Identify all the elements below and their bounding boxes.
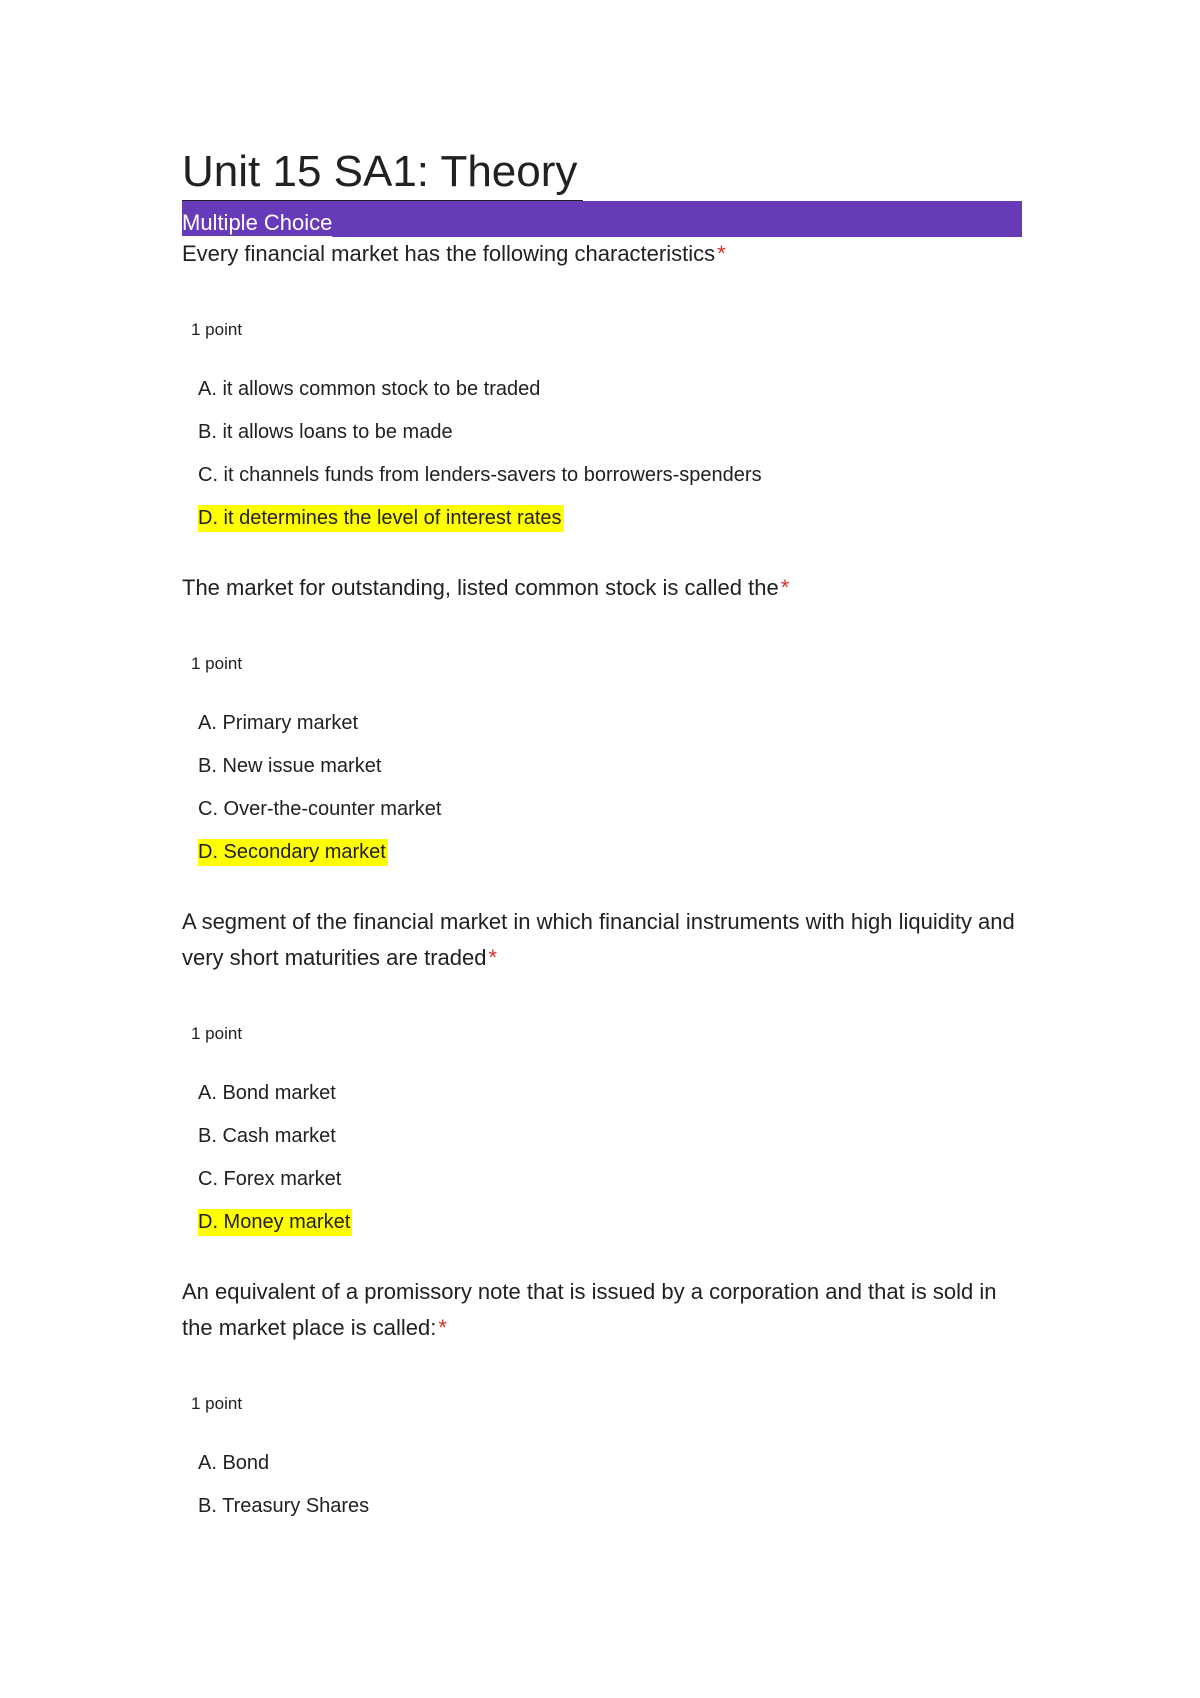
question-text: Every financial market has the following characteristics* — [182, 241, 726, 266]
question-block — [182, 1274, 1022, 1536]
option-c[interactable]: C. Over-the-counter market — [198, 798, 442, 820]
question-text: A segment of the financial market in which financial instruments with high liquidity and very short maturities are traded* — [182, 909, 1015, 970]
option-d[interactable]: D. Secondary market — [198, 839, 1022, 866]
section-title: Multiple Choice — [182, 210, 333, 235]
option-a[interactable]: A. Primary market — [198, 712, 359, 734]
required-asterisk: * — [488, 945, 498, 970]
page-title: Unit 15 SA1: Theory — [182, 144, 583, 201]
option-list — [182, 1450, 1022, 1520]
section-header — [182, 201, 1022, 237]
option-d[interactable]: D. it determines the level of interest rates — [198, 505, 1022, 532]
required-asterisk: * — [438, 1315, 447, 1340]
question-points: 1 point — [191, 1394, 243, 1413]
question-block — [182, 570, 1022, 882]
option-b[interactable]: B. it allows loans to be made — [198, 421, 453, 443]
quiz-page — [182, 144, 1022, 1517]
option-c[interactable]: C. it channels funds from lenders-savers to borrowers-spenders — [198, 464, 762, 486]
required-asterisk: * — [780, 575, 790, 600]
option-d[interactable]: D. Money market — [198, 1209, 1022, 1236]
option-a[interactable]: A. Bond — [198, 1452, 270, 1474]
question-block — [182, 236, 1022, 548]
question-block — [182, 904, 1022, 1252]
question-text: An equivalent of a promissory note that is issued by a corporation and that is sold in the market place is called:* — [182, 1279, 997, 1340]
option-b[interactable]: B. Treasury Shares — [198, 1495, 370, 1517]
option-a[interactable]: A. it allows common stock to be traded — [198, 378, 541, 400]
option-b[interactable]: B. New issue market — [198, 755, 382, 777]
option-list — [182, 376, 1022, 532]
option-c[interactable]: C. Forex market — [198, 1168, 342, 1190]
option-a[interactable]: A. Bond market — [198, 1082, 336, 1104]
question-points: 1 point — [191, 654, 243, 673]
option-list — [182, 1080, 1022, 1236]
required-asterisk: * — [717, 241, 726, 266]
option-b[interactable]: B. Cash market — [198, 1125, 336, 1147]
option-list — [182, 710, 1022, 866]
question-points: 1 point — [191, 320, 243, 339]
question-text: The market for outstanding, listed common stock is called the* — [182, 575, 790, 600]
question-points: 1 point — [191, 1024, 243, 1043]
